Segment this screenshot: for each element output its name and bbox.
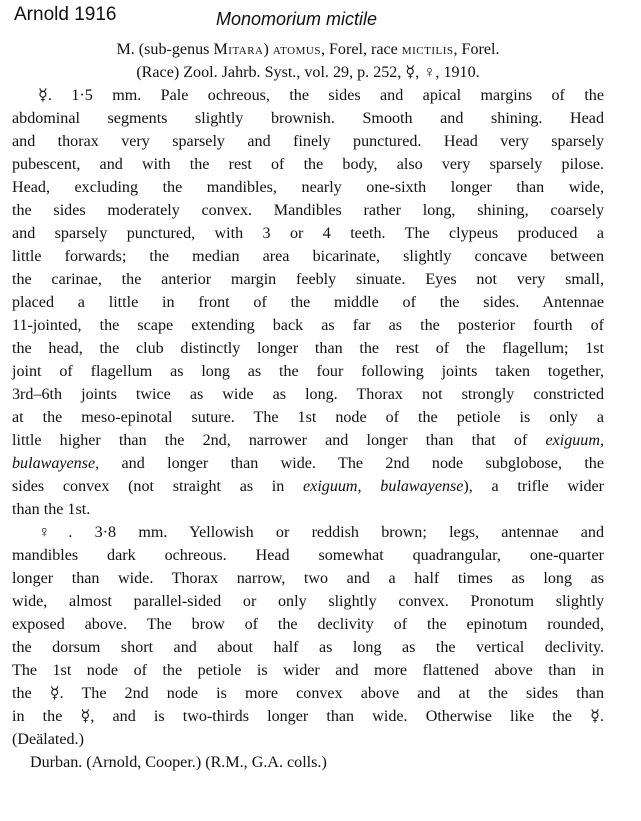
female-line: the dorsum short and about half as long as the vertical declivity. bbox=[12, 639, 604, 656]
worker-line: little higher than the 2nd, narrower and longer than that of exiguum, bbox=[12, 432, 604, 449]
worker-line: the carinae, the anterior margin feebly sinuate. Eyes not very small, bbox=[12, 271, 604, 288]
worker-line: the head, the club distinctly longer than the rest of the flagellum; 1st bbox=[12, 340, 604, 357]
female-line: longer than wide. Thorax narrow, two and a half times as long as bbox=[12, 570, 604, 587]
worker-line: 11-jointed, the scape extending back as far as the posterior fourth of bbox=[12, 317, 604, 334]
female-line: wide, almost parallel-sided or only slightly convex. Pronotum slightly bbox=[12, 593, 604, 610]
worker-line: at the meso-epinotal suture. The 1st node of the petiole is only a bbox=[12, 409, 604, 426]
worker-line: and thorax very sparsely and finely punctured. Head very sparsely bbox=[12, 133, 604, 150]
author-year-label: Arnold 1916 bbox=[14, 4, 117, 25]
worker-line: bulawayense, and longer than wide. The 2nd node subglobose, the bbox=[12, 455, 604, 472]
female-line: ♀. 3·8 mm. Yellowish or reddish brown; legs, antennae and bbox=[38, 524, 604, 541]
worker-line: sides convex (not straight as in exiguum, bulawayense), a trifle wider bbox=[12, 478, 604, 495]
worker-line: little forwards; the median area bicarinate, slightly concave between bbox=[12, 248, 604, 265]
worker-line: than the 1st. bbox=[12, 501, 91, 518]
worker-line: and sparsely punctured, with 3 or 4 teeth. The clypeus produced a bbox=[12, 225, 604, 242]
female-line: exposed above. The brow of the declivity of the epinotum rounded, bbox=[12, 616, 604, 633]
worker-line: placed a little in front of the middle of the sides. Antennae bbox=[12, 294, 604, 311]
worker-line: 3rd–6th joints twice as wide as long. Thorax not strongly constricted bbox=[12, 386, 604, 403]
citation-line-2: (Race) Zool. Jahrb. Syst., vol. 29, p. 252, ☿, ♀, 1910. bbox=[136, 64, 480, 81]
female-line: The 1st node of the petiole is wider and more flattened above than in bbox=[12, 662, 604, 679]
worker-line: the sides moderately convex. Mandibles rather long, shining, coarsely bbox=[12, 202, 604, 219]
female-line: in the ☿, and is two-thirds longer than wide. Otherwise like the ☿. bbox=[12, 708, 604, 725]
species-title: Monomorium mictile bbox=[216, 9, 378, 29]
female-line: (Deälated.) bbox=[12, 731, 84, 748]
worker-line: joint of flagellum as long as the four following joints taken together, bbox=[12, 363, 604, 380]
description-text bbox=[12, 38, 604, 774]
locality-line: Durban. (Arnold, Cooper.) (R.M., G.A. colls.) bbox=[30, 754, 327, 771]
female-line: the ☿. The 2nd node is more convex above and at the sides than bbox=[12, 685, 604, 702]
worker-line: abdominal segments slightly brownish. Smooth and shining. Head bbox=[12, 110, 604, 127]
worker-line: Head, excluding the mandibles, nearly one-sixth longer than wide, bbox=[12, 179, 604, 196]
worker-line: pubescent, and with the rest of the body, also very sparsely pilose. bbox=[12, 156, 604, 173]
female-line: mandibles dark ochreous. Head somewhat quadrangular, one-quarter bbox=[12, 547, 604, 564]
citation-line-1: M. (sub-genus Mitara) atomus, Forel, race mictilis, Forel. bbox=[116, 41, 500, 58]
worker-line: ☿. 1·5 mm. Pale ochreous, the sides and apical margins of the bbox=[38, 87, 604, 104]
